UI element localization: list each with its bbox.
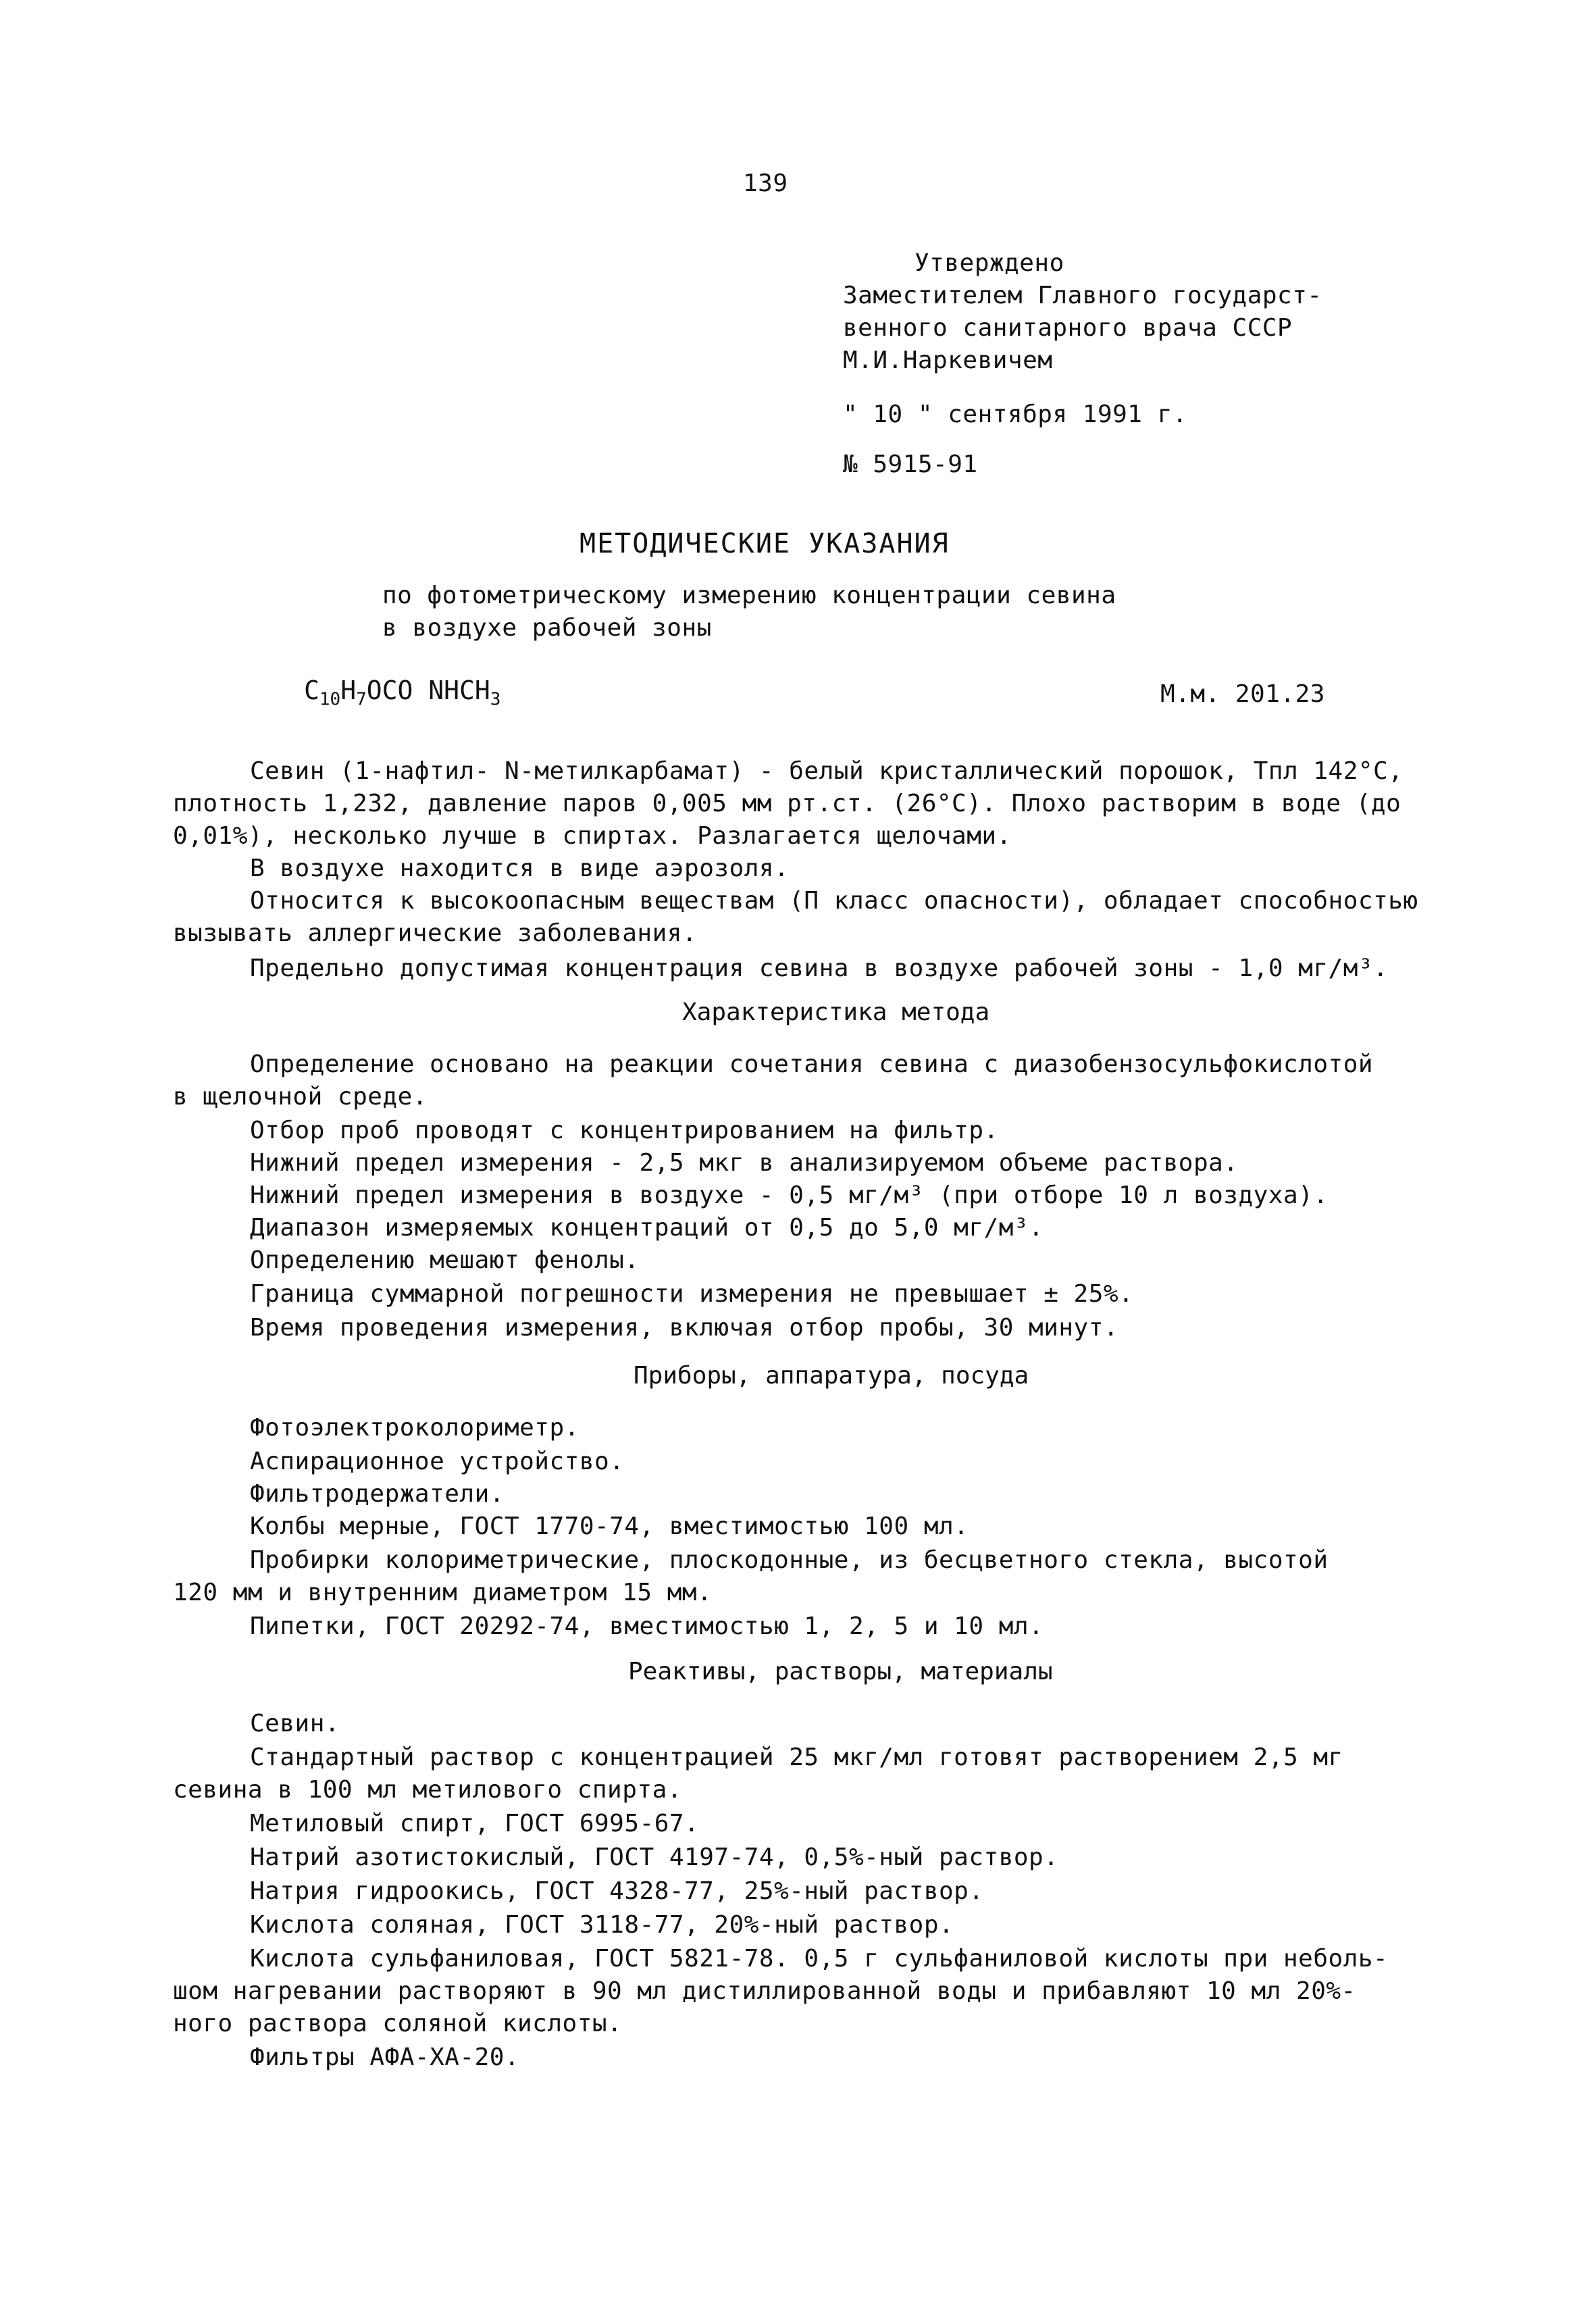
devices-line: Фотоэлектроколориметр.: [250, 1414, 580, 1442]
intro-line: 0,01%), несколько лучше в спиртах. Разлагается щелочами.: [173, 822, 1012, 850]
approval-line-1: Утверждено: [915, 249, 1064, 277]
formula-h-sub: 7: [356, 689, 367, 710]
devices-line: Фильтродержатели.: [250, 1480, 505, 1508]
intro-line: вызывать аллергические заболевания.: [173, 919, 698, 947]
approval-date: " 10 " сентября 1991 г.: [843, 401, 1187, 428]
devices-line: 120 мм и внутренним диаметром 15 мм.: [173, 1579, 713, 1606]
subtitle-line-1: по фотометрическому измерению концентрации севина: [382, 582, 1116, 609]
reagents-line: Кислота сульфаниловая, ГОСТ 5821-78. 0,5 г сульфаниловой кислоты при неболь-: [250, 1945, 1389, 1973]
method-line: Определение основано на реакции сочетания севина с диазобензосульфокислотой: [250, 1050, 1374, 1078]
reagents-line: Стандартный раствор с концентрацией 25 мкг/мл готовят растворением 2,5 мг: [250, 1744, 1343, 1771]
document-title: МЕТОДИЧЕСКИЕ УКАЗАНИЯ: [580, 528, 950, 559]
chemical-formula: [304, 676, 500, 710]
method-line: Определению мешают фенолы.: [250, 1246, 640, 1274]
intro-line: В воздухе находится в виде аэрозоля.: [250, 855, 790, 882]
formula-mid: OCO NHCH: [366, 676, 490, 705]
approval-number: № 5915-91: [843, 451, 978, 478]
formula-c-sub: 10: [319, 689, 341, 710]
devices-line: Аспирационное устройство.: [250, 1448, 625, 1475]
method-line: Время проведения измерения, включая отбор пробы, 30 минут.: [250, 1314, 1119, 1342]
formula-end-sub: 3: [490, 689, 501, 710]
section-heading-reagents: Реактивы, растворы, материалы: [628, 1658, 1053, 1685]
page-number: 139: [743, 170, 788, 197]
intro-line: плотность 1,232, давление паров 0,005 мм рт.ст. (26°С). Плохо растворим в воде (до: [173, 790, 1401, 817]
subtitle-line-2: в воздухе рабочей зоны: [382, 614, 712, 642]
method-line: Нижний предел измерения - 2,5 мкг в анализируемом объеме раствора.: [250, 1149, 1239, 1177]
section-heading-method: Характеристика метода: [682, 998, 990, 1026]
method-line: Отбор проб проводят с концентрированием на фильтр.: [250, 1117, 999, 1144]
reagents-line: Метиловый спирт, ГОСТ 6995-67.: [250, 1810, 700, 1837]
devices-line: Пипетки, ГОСТ 20292-74, вместимостью 1, 2, 5 и 10 мл.: [250, 1612, 1044, 1640]
reagents-line: ного раствора соляной кислоты.: [173, 2010, 623, 2037]
reagents-line: Натрия гидроокись, ГОСТ 4328-77, 25%-ный раствор.: [250, 1877, 984, 1905]
approval-line-3: венного санитарного врача СССР: [843, 314, 1293, 342]
method-line: в щелочной среде.: [173, 1083, 428, 1111]
method-line: Нижний предел измерения в воздухе - 0,5 мг/м³ (при отборе 10 л воздуха).: [250, 1181, 1329, 1209]
approval-line-4: М.И.Наркевичем: [843, 347, 1053, 374]
method-line: Диапазон измеряемых концентраций от 0,5 до 5,0 мг/м³.: [250, 1214, 1044, 1242]
intro-line: Относится к высокоопасным веществам (П класс опасности), обладает способностью: [250, 887, 1418, 915]
intro-line: Предельно допустимая концентрация севина в воздухе рабочей зоны - 1,0 мг/м³.: [250, 955, 1389, 982]
reagents-line: Натрий азотистокислый, ГОСТ 4197-74, 0,5%-ный раствор.: [250, 1844, 1059, 1871]
method-line: Граница суммарной погрешности измерения не превышает ± 25%.: [250, 1280, 1134, 1308]
reagents-line: Кислота соляная, ГОСТ 3118-77, 20%-ный раствор.: [250, 1911, 954, 1939]
molar-mass: М.м. 201.23: [1160, 680, 1325, 708]
reagents-line: Фильтры АФА-ХА-20.: [250, 2043, 520, 2071]
reagents-line: Севин.: [250, 1710, 340, 1737]
reagents-line: севина в 100 мл метилового спирта.: [173, 1776, 682, 1804]
section-heading-devices: Приборы, аппаратура, посуда: [634, 1362, 1029, 1390]
devices-line: Пробирки колориметрические, плоскодонные, из бесцветного стекла, высотой: [250, 1546, 1329, 1574]
devices-line: Колбы мерные, ГОСТ 1770-74, вместимостью 100 мл.: [250, 1513, 969, 1540]
reagents-line: шом нагревании растворяют в 90 мл дистиллированной воды и прибавляют 10 мл 20%-: [173, 1977, 1356, 2005]
formula-c: C: [304, 676, 319, 705]
formula-h: H: [340, 676, 357, 705]
intro-line: Севин (1-нафтил- N-метилкарбамат) - белый кристаллический порошок, Тпл 142°С,: [250, 757, 1404, 785]
approval-line-2: Заместителем Главного государст-: [843, 282, 1322, 309]
